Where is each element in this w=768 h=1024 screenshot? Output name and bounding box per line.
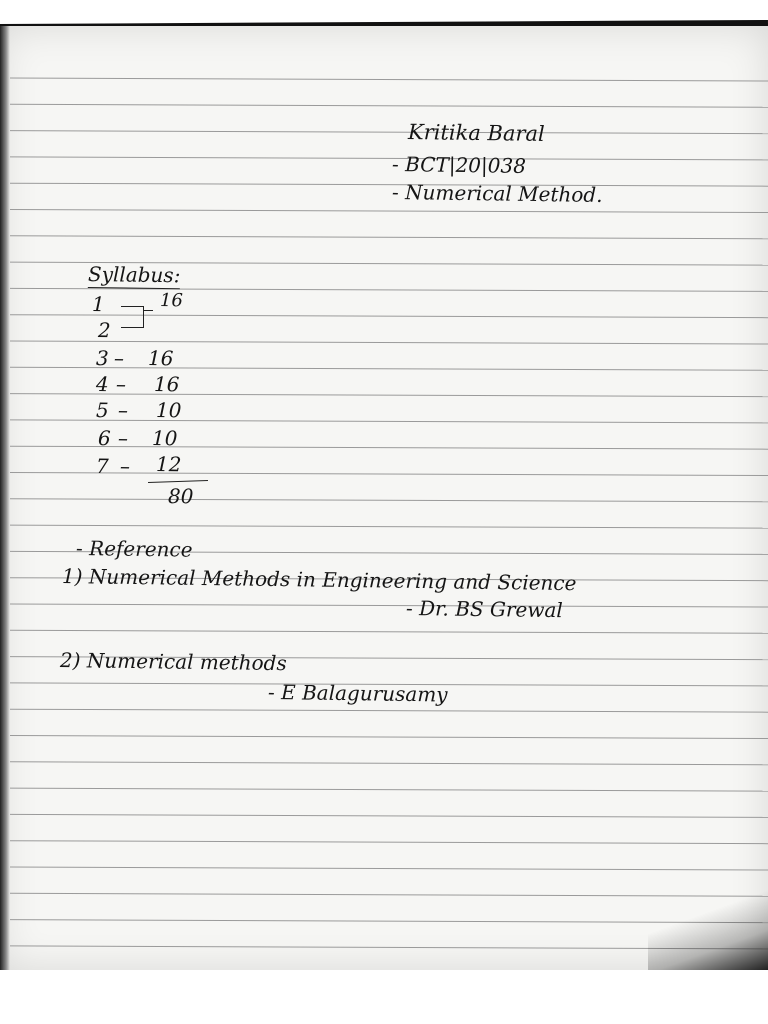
ruled-line (10, 236, 768, 239)
ruled-line (10, 499, 768, 502)
student-name: Kritika Baral (407, 120, 545, 146)
syllabus-marks: 16 (159, 290, 184, 312)
ruled-line (10, 131, 768, 134)
reference-heading: - Reference (75, 536, 193, 562)
syllabus-unit: 6 (97, 426, 111, 451)
syllabus-dash: – (117, 426, 129, 451)
page-left-edge (0, 26, 10, 970)
syllabus-unit: 5 (95, 398, 109, 423)
reference-item: 2) Numerical methods (59, 648, 287, 676)
syllabus-dash: – (115, 372, 127, 397)
subject-title: - Numerical Method. (391, 180, 603, 207)
ruled-line (10, 867, 768, 870)
syllabus-marks: 16 (153, 372, 180, 397)
ruled-line (10, 736, 768, 739)
syllabus-title: Syllabus: (87, 262, 181, 288)
ruled-line (10, 210, 768, 213)
syllabus-unit: 2 (97, 318, 111, 343)
ruled-line (10, 341, 768, 344)
syllabus-dash: – (119, 454, 131, 479)
ruled-line (10, 157, 768, 160)
syllabus-marks: 10 (151, 426, 178, 451)
ruled-line (10, 183, 768, 186)
ruled-line (10, 630, 768, 633)
ruled-line (10, 709, 768, 712)
ruled-line (10, 104, 768, 107)
syllabus-total: 80 (167, 484, 194, 509)
grouping-bracket-tail (143, 310, 153, 311)
reference-item: 1) Numerical Methods in Engineering and Science (61, 564, 577, 596)
roll-number: - BCT|20|038 (391, 152, 527, 178)
page-corner-shadow (648, 880, 768, 970)
ruled-lines (0, 26, 768, 970)
syllabus-marks: 12 (155, 452, 182, 477)
syllabus-unit: 1 (91, 292, 105, 317)
syllabus-marks: 16 (147, 346, 174, 371)
ruled-line (10, 841, 768, 844)
notebook-page (0, 26, 768, 970)
ruled-line (10, 814, 768, 817)
syllabus-unit: 3 (95, 346, 109, 371)
ruled-line (10, 78, 768, 81)
ruled-line (10, 288, 768, 291)
ruled-line (10, 788, 768, 791)
syllabus-unit: 4 (95, 372, 109, 397)
syllabus-dash: – (113, 346, 125, 371)
syllabus-marks: 10 (155, 398, 182, 423)
ruled-line (10, 762, 768, 765)
reference-author: - Dr. BS Grewal (405, 596, 563, 623)
reference-author: - E Balagurusamy (267, 680, 448, 707)
grouping-bracket (121, 306, 144, 328)
syllabus-dash: – (117, 398, 129, 423)
ruled-line (10, 525, 768, 528)
ruled-line (10, 604, 768, 607)
syllabus-unit: 7 (95, 454, 109, 479)
